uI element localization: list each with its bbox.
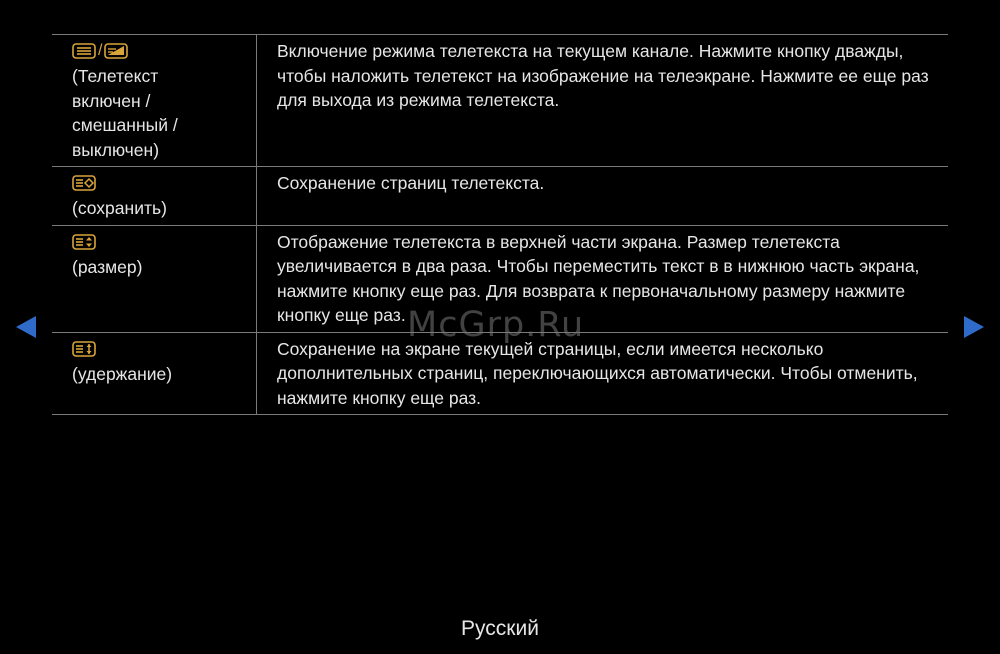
icon-group [72, 41, 256, 61]
description-line: чтобы наложить телетекст на изображение на телеэкране. Нажмите ее еще раз [277, 65, 929, 86]
teletext-on-icon [72, 43, 96, 59]
icon-separator: / [98, 42, 103, 59]
watermark: McGrp.Ru [407, 305, 585, 345]
function-name-line: (Телетекст [72, 66, 159, 86]
description-line: увеличивается в два раза. Чтобы переместить текст в в нижнюю часть экрана, [277, 256, 920, 276]
function-cell [52, 332, 257, 415]
function-cell [52, 225, 257, 332]
teletext-functions-table [52, 34, 948, 415]
teletext-store-icon [72, 175, 96, 191]
description-line: Сохранение страниц телетекста. [277, 173, 545, 193]
teletext-mix-icon [104, 43, 128, 59]
icon-group [72, 339, 256, 359]
description-cell [257, 332, 949, 415]
description-line: Сохранение на экране текущей страницы, если имеется несколько [277, 338, 824, 359]
icon-group [72, 173, 256, 193]
function-cell [52, 35, 257, 167]
description-line: Включение режима телетекста на текущем канале. Нажмите кнопку дважды, [277, 41, 904, 61]
function-name-line: (удержание) [72, 363, 173, 384]
function-name-line: смешанный / [72, 115, 178, 135]
description-line: нажмите кнопку еще раз. [277, 387, 482, 408]
description-line: дополнительных страниц, переключающихся автоматически. Чтобы отменить, [277, 363, 918, 383]
function-cell [52, 167, 257, 226]
teletext-hold-icon [72, 341, 96, 357]
description-cell [257, 35, 949, 167]
description-cell [257, 225, 949, 332]
function-name-line: (сохранить) [72, 198, 167, 218]
teletext-size-icon [72, 234, 96, 250]
description-cell [257, 167, 949, 226]
description-line: для выхода из режима телетекста. [277, 90, 560, 110]
function-name-line: выключен) [72, 139, 160, 160]
table-row [52, 167, 948, 226]
icon-group [72, 232, 256, 252]
arrow-left-icon[interactable] [16, 316, 36, 338]
description-line: кнопку еще раз. [277, 305, 406, 325]
table-row [52, 35, 948, 167]
description-line: Отображение телетекста в верхней части экрана. Размер телетекста [277, 231, 840, 252]
function-name-line: включен / [72, 90, 151, 111]
description-line: нажмите кнопку еще раз. Для возврата к первоначальному размеру нажмите [277, 280, 906, 301]
function-name-line: (размер) [72, 256, 143, 277]
arrow-right-icon[interactable] [964, 316, 984, 338]
footer-language: Русский [461, 617, 539, 640]
